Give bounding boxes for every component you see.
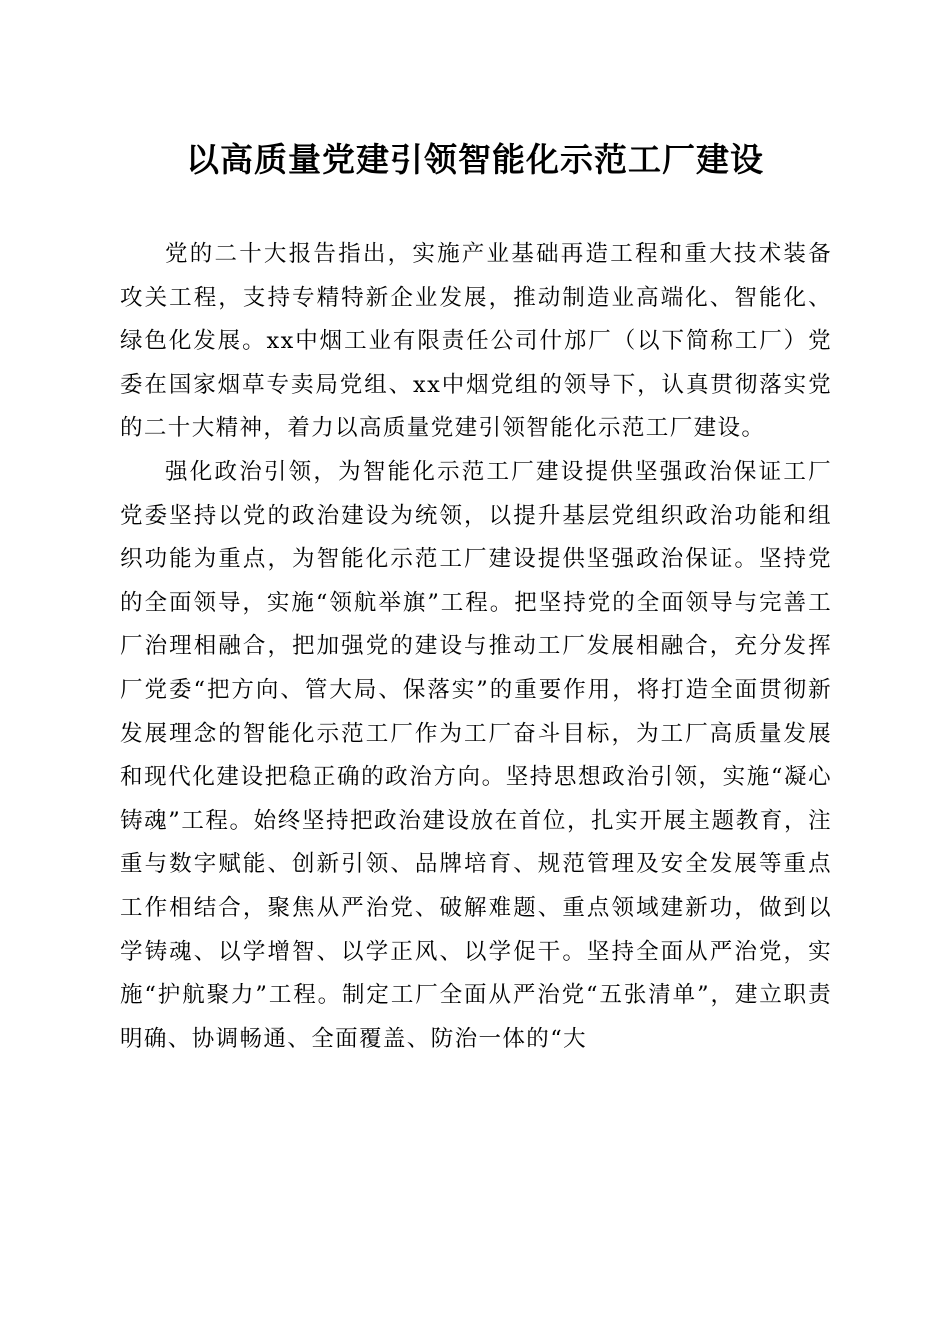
paragraph-intro: 党的二十大报告指出，实施产业基础再造工程和重大技术装备攻关工程，支持专精特新企业发展，推动制造业高端化、智能化、绿色化发展。xx中烟工业有限责任公司什邡厂（以下简称工厂）党委在国家烟草专卖局党组、xx中烟党组的领导下，认真贯彻落实党的二十大精神，着力以高质量党建引领智能化示范工厂建设。 (120, 241, 832, 442)
document-title: 以高质量党建引领智能化示范工厂建设 (186, 140, 764, 179)
document-body (120, 233, 832, 1061)
paragraph-political-leadership: 强化政治引领，为智能化示范工厂建设提供坚强政治保证工厂党委坚持以党的政治建设为统领，以提升基层党组织政治功能和组织功能为重点，为智能化示范工厂建设提供坚强政治保证。坚持党的全面领导，实施“领航举旗”工程。把坚持党的全面领导与完善工厂治理相融合，把加强党的建设与推动工厂发展相融合，充分发挥厂党委“把方向、管大局、保落实”的重要作用，将打造全面贯彻新发展理念的智能化示范工厂作为工厂奋斗目标，为工厂高质量发展和现代化建设把稳正确的政治方向。坚持思想政治引领，实施“凝心铸魂”工程。始终坚持把政治建设放在首位，扎实开展主题教育，注重与数字赋能、创新引领、品牌培育、规范管理及安全发展等重点工作相结合，聚焦从严治党、破解难题、重点领域建新功，做到以学铸魂、以学增智、以学正风、以学促干。坚持全面从严治党，实施“护航聚力”工程。制定工厂全面从严治党“五张清单”，建立职责明确、协调畅通、全面覆盖、防治一体的“大 (120, 458, 832, 1052)
